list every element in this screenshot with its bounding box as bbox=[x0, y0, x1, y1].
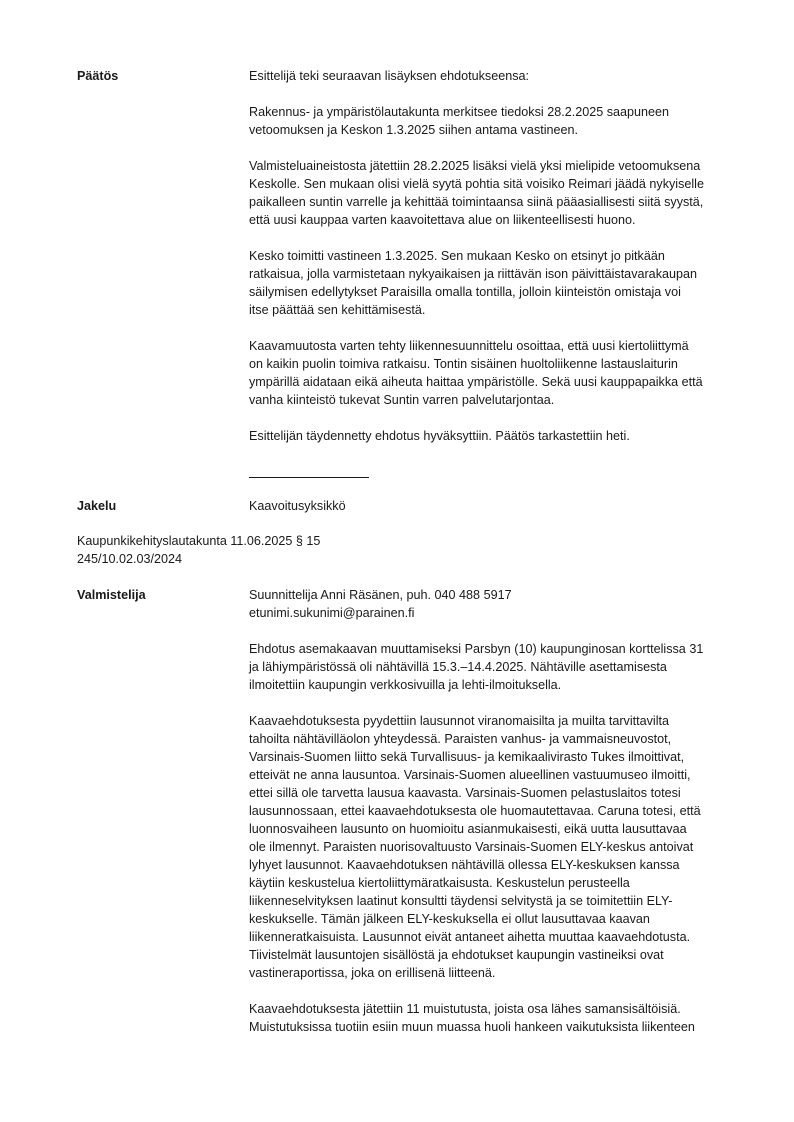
paatos-content bbox=[249, 67, 749, 445]
preparer-name-phone: Suunnittelija Anni Räsänen, puh. 040 488 5917 bbox=[249, 588, 512, 602]
paatos-paragraph-1 bbox=[249, 67, 749, 85]
section-label-jakelu: Jakelu bbox=[77, 499, 117, 513]
text-line: Valmisteluaineistosta jätettiin 28.2.2025 lisäksi vielä yksi mielipide vetoomuksena bbox=[249, 159, 701, 173]
valmistelija-content bbox=[249, 586, 749, 1036]
text-line: Tiivistelmät lausuntojen sisällöstä ja ehdotukset kaupungin vastineiksi ovat bbox=[249, 948, 664, 962]
paatos-paragraph-5 bbox=[249, 337, 749, 409]
text-line: vanha kiinteistö tukevat Suntin varren palvelutarjontaa. bbox=[249, 393, 555, 407]
paatos-paragraph-6 bbox=[249, 427, 749, 445]
text-line: Esittelijän täydennetty ehdotus hyväksyttiin. Päätös tarkastettiin heti. bbox=[249, 429, 630, 443]
text-line: käytiin keskustelua kiertoliittymäratkaisusta. Keskustelun perusteella bbox=[249, 876, 630, 890]
text-line: Kaavaehdotuksesta pyydettiin lausunnot viranomaisilta ja muilta tarvittavilta bbox=[249, 714, 670, 728]
text-line: on kaikin puolin toimiva ratkaisu. Tontin sisäinen huoltoliikenne lastauslaiturin bbox=[249, 357, 678, 371]
text-line: Kesko toimitti vastineen 1.3.2025. Sen mukaan Kesko on etsinyt jo pitkään bbox=[249, 249, 665, 263]
text-line: Esittelijä teki seuraavan lisäyksen ehdotukseensa: bbox=[249, 69, 530, 83]
text-line: Muistutuksissa tuotiin esiin muun muassa huoli hankeen vaikutuksista liikenteen bbox=[249, 1020, 695, 1034]
section-label-paatos: Päätös bbox=[77, 69, 119, 83]
text-line: liikenneselvityksen laatinut konsultti täydensi selvitystä ja se toimitettiin ELY- bbox=[249, 894, 673, 908]
preparer-email: etunimi.sukunimi@parainen.fi bbox=[249, 606, 415, 620]
text-line: lausunnossaan, ettei kaavaehdotuksesta ole huomautettavaa. Caruna totesi, että bbox=[249, 804, 701, 818]
text-line: itse päättää sen kehittämisestä. bbox=[249, 303, 426, 317]
text-line: ratkaisua, jolla varmistetaan nykyaikaisen ja riittävän ison päivittäistavarakaupan bbox=[249, 267, 698, 281]
text-line: liikenneratkaisuista. Lausunnot eivät antaneet aihetta muuttaa kaavaehdotusta. bbox=[249, 930, 691, 944]
jakelu-value: Kaavoitusyksikkö bbox=[249, 499, 346, 513]
section-label-valmistelija: Valmistelija bbox=[77, 588, 146, 602]
valmistelija-paragraph-1 bbox=[249, 640, 749, 694]
text-line: Ehdotus asemakaavan muuttamiseksi Parsbyn (10) kaupunginosan korttelissa 31 bbox=[249, 642, 704, 656]
text-line: keskukselle. Tämän jälkeen ELY-keskuksella ei ollut lausuttavaa kaavan bbox=[249, 912, 650, 926]
text-line: luonnosvaiheen lausunto on huomioitu asianmukaisesti, eikä uutta lausuttavaa bbox=[249, 822, 687, 836]
text-line: ja lähiympäristössä oli nähtävillä 15.3.–14.4.2025. Nähtäville asettamisesta bbox=[249, 660, 667, 674]
text-line: tahoilta nähtävilläolon yhteydessä. Paraisten vanhus- ja vammaisneuvostot, bbox=[249, 732, 672, 746]
text-line: ole ilmennyt. Paraisten nuorisovaltuusto Varsinais-Suomen ELY-keskus antoivat bbox=[249, 840, 694, 854]
text-line: Kaavamuutosta varten tehty liikennesuunnittelu osoittaa, että uusi kiertoliittymä bbox=[249, 339, 689, 353]
valmistelija-paragraph-2 bbox=[249, 712, 749, 982]
paatos-paragraph-4 bbox=[249, 247, 749, 319]
text-line: vetoomuksen ja Keskon 1.3.2025 siihen antama vastineen. bbox=[249, 123, 579, 137]
text-line: Varsinais-Suomen liitto sekä Turvallisuus- ja kemikaalivirasto Tukes ilmoittivat, bbox=[249, 750, 685, 764]
text-line: ilmoitettiin kaupungin verkkosivuilla ja lehti-ilmoituksella. bbox=[249, 678, 562, 692]
text-line: säilymisen edellytykset Paraisilla omalla tontilla, jolloin kiinteistön omistaja voi bbox=[249, 285, 681, 299]
text-line: paikalleen suntin varrelle ja kehittää toimintaansa siinä pääasiallisesti siitä syystä, bbox=[249, 195, 704, 209]
text-line: lyhyet lausunnot. Kaavaehdotuksen nähtävillä ollessa ELY-keskuksen kanssa bbox=[249, 858, 680, 872]
text-line: että uusi kauppaa varten kaavoitettava alue on liikenteellisesti huono. bbox=[249, 213, 636, 227]
separator-line bbox=[249, 477, 369, 478]
meeting-reference bbox=[77, 532, 320, 568]
text-line: ympärillä aidataan eikä aiheuta haittaa ympäristölle. Sekä uusi kauppapaikka että bbox=[249, 375, 703, 389]
paatos-paragraph-2 bbox=[249, 103, 749, 139]
text-line: etteivät ne anna lausuntoa. Varsinais-Suomen alueellinen vastuumuseo ilmoitti, bbox=[249, 768, 691, 782]
text-line: ettei sillä ole tarvetta lausua kaavasta. Varsinais-Suomen pelastuslaitos totesi bbox=[249, 786, 681, 800]
text-line: Keskolle. Sen mukaan olisi vielä syytä pohtia sitä voisiko Reimari jäädä nykyiselle bbox=[249, 177, 704, 191]
meeting-reference-line: Kaupunkikehityslautakunta 11.06.2025 § 15 bbox=[77, 534, 321, 548]
case-number: 245/10.02.03/2024 bbox=[77, 552, 183, 566]
text-line: vastineraportissa, joka on erillisenä liitteenä. bbox=[249, 966, 496, 980]
valmistelija-paragraph-3 bbox=[249, 1000, 749, 1036]
preparer-contact bbox=[249, 586, 749, 622]
text-line: Kaavaehdotuksesta jätettiin 11 muistutusta, joista osa lähes samansisältöisiä. bbox=[249, 1002, 681, 1016]
text-line: Rakennus- ja ympäristölautakunta merkitsee tiedoksi 28.2.2025 saapuneen bbox=[249, 105, 670, 119]
paatos-paragraph-3 bbox=[249, 157, 749, 229]
